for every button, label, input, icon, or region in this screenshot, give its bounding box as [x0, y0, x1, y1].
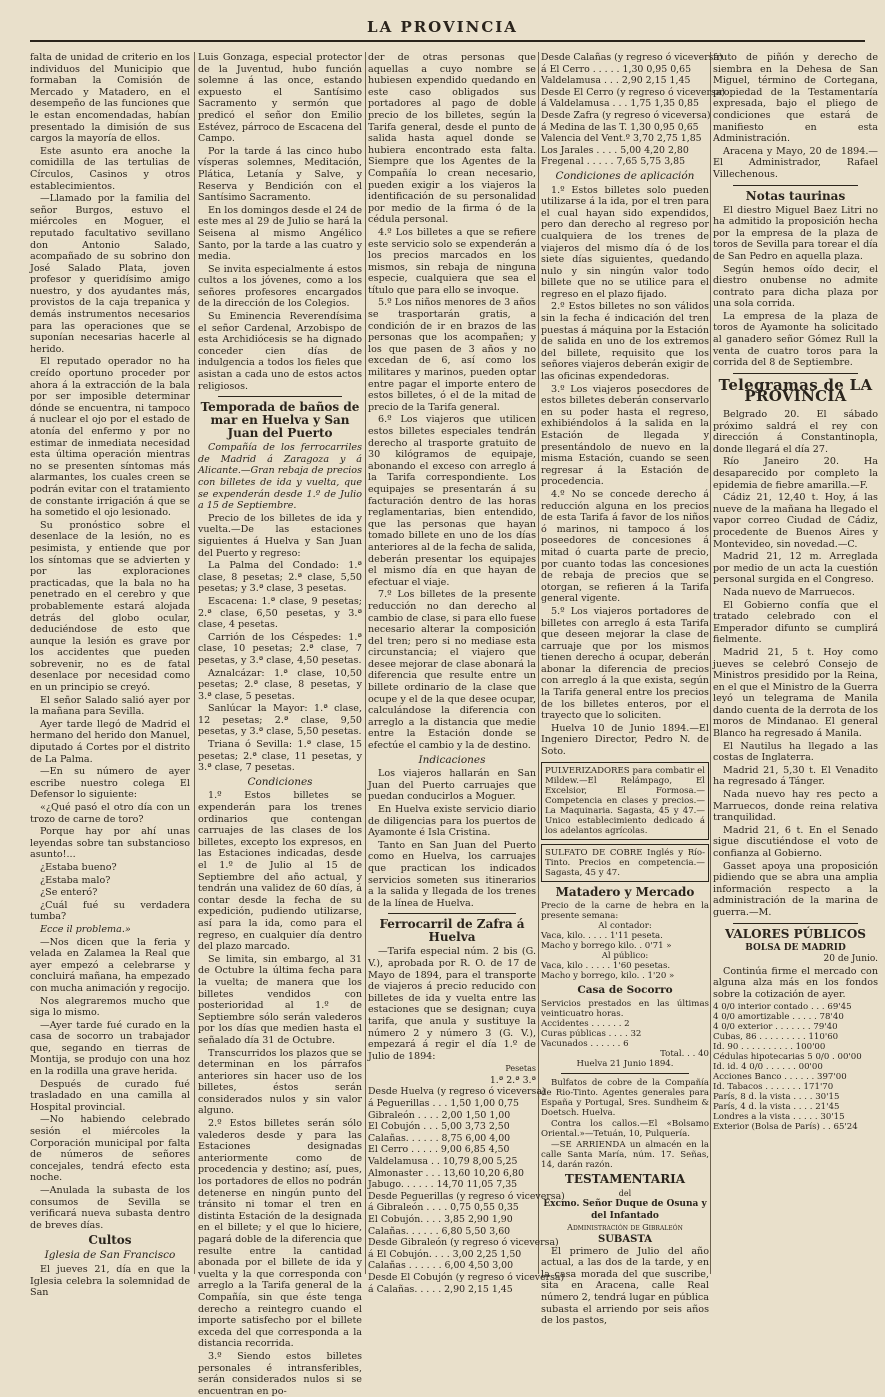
- notice: Contra los callos.—El «Bolsamo Oriental.»—Tetuán, 10, Pulquería.: [541, 1118, 709, 1139]
- testamentaria-name: Excmo. Señor Duque de Osuna y del Infantado: [543, 1199, 707, 1221]
- quote-row: Id. id. 4 0/0 . . . . . . 00'00: [713, 1061, 823, 1072]
- article-paragraph: Después de curado fué trasladado en una camilla al Hospital provincial.: [30, 1078, 190, 1113]
- condition-paragraph: 2.º Estos billetes no son válidos sin la fecha é indicación del tren puestas á máquina por la Estación de salida en uno de los extremos del billete, requisito que los señores viajeros deberán exigir de las oficinas expendedoras.: [541, 301, 709, 383]
- quote-row: 4 0/0 amortizable . . . . . 78'40: [713, 1011, 844, 1022]
- condiciones-heading: Condiciones: [247, 775, 313, 788]
- telegramas-heading: Telegramas de LA PROVINCIA: [718, 375, 873, 406]
- fare-table: [541, 52, 726, 168]
- article-paragraph: Su Eminencia Reverendísima el señor Cardenal, Arzobispo de esta Archidiócesis se ha dignado conceder cien días de indulgencia a todos los fieles que asistan a cada uno de estos actos religiosos.: [198, 311, 362, 392]
- quote-row: Acciones Banco . . . . . . 397'00: [713, 1071, 847, 1082]
- condition-paragraph: 4.º No se concede derecho á reducción alguna en los precios de esta Tarifa á favor de los niños ó marinos, ni tampoco á los poseedores de concesiones á mitad ó cuarta parte de precio, por cuanto todas las concesiones de rebaja de precios que se otorgan, se refieren á la Tarifa general vigente.: [541, 488, 709, 605]
- price-row: Vaca, kilo. . . . . 1'11 peseta.: [541, 930, 663, 941]
- article-paragraph: —Ayer tarde fué curado en la casa de socorro un trabajador que, segando en tierras de Montija, se produjo con una hoz en la rodilla una grave herida.: [30, 1019, 190, 1078]
- condition-paragraph: 5.º Los niños menores de 3 años se trasportarán gratis, a condición de ir en brazos de las personas que los acompañen; y los que pasen de 3 años y no excedan de 6, así como los militares y marinos, pueden optar entre pagar el importe entero de estos billetes, ó el de la mitad de precio de la Tarifa general.: [368, 297, 536, 413]
- socorro-total: Total. . . 40: [660, 1048, 709, 1059]
- article-paragraph: Nos alegraremos mucho que siga lo mismo.: [30, 995, 190, 1019]
- fare-row: Almonaster . . . 13,60 10,20 6,80: [368, 1167, 524, 1179]
- article-paragraph: ¿Se enteró?: [40, 887, 98, 899]
- fare-row: á Valdelamusa . . . 1,75 1,35 0,85: [541, 98, 699, 110]
- telegram: Madrid 21, 12 m. Arreglada por medio de un acta la cuestión personal surgida en el Congreso.: [713, 551, 878, 586]
- signature: Huelva 10 de Junio 1894.—El Ingeniero Director, Pedro N. de Soto.: [541, 722, 709, 758]
- fare-table: [368, 1063, 565, 1295]
- section-rule: [388, 913, 516, 914]
- fare-row: El Cobujón . . . 5,00 3,73 2,50: [368, 1121, 510, 1133]
- telegram: Belgrado 20. El sábado próximo saldrá el rey con dirección á Constantinopla, donde llegará el día 27.: [713, 409, 878, 455]
- quote-row: 4 0/0 exterior . . . . . . . 79'40: [713, 1021, 838, 1032]
- article-paragraph: Porque hay por ahí unas leyendas sobre tan substancioso asunto!...: [30, 826, 190, 861]
- cultos-subheading: Iglesia de San Francisco: [44, 1249, 176, 1262]
- telegram: Nada nuevo hay res pecto a Marruecos, donde reina relativa tranquilidad.: [713, 789, 878, 824]
- testamentaria-del: del: [618, 1188, 632, 1198]
- fare-row: El Cerro . . . . . 9,00 6,85 4,50: [368, 1144, 510, 1156]
- quote-row: 4 0/0 interior contado . . . 69'45: [713, 1001, 852, 1012]
- quote-row: París, 8 d. la vista . . . . 30'15: [713, 1091, 840, 1102]
- article-paragraph: Continúa firme el mercado con alguna alza más en los fondos sobre la cotización de ayer.: [713, 965, 878, 1000]
- article-paragraph: fruto de piñón y derecho de siembra en la Dehesa de San Miguel, término de Cortegana, propiedad de la Testamentaría expresada, bajo el pliego de condiciones que estará de manifiesto en esta Administración.: [713, 52, 878, 145]
- article-paragraph: Luis Gonzaga, especial protector de la Juventud, hubo función solemne á las once, estando expuesto el Santísimo Sacramento y sermón que predicó el señor don Emilio Estévez, párroco de Escacena del Campo.: [198, 52, 362, 145]
- telegram: Gasset apoya una proposición pidiendo que se abra una amplia información respecto a la administración de la marina de guerra.—M.: [713, 860, 878, 918]
- ad-sulfato: SULFATO DE COBRE Inglés y Río-Tinto. Precios en competencia.—Sagasta, 45 y 47.: [541, 844, 709, 882]
- article-paragraph: Este asunto era anoche la comidilla de las tertulias de Círculos, Casinos y otros establecimientos.: [30, 145, 190, 192]
- article-paragraph: En los domingos desde el 24 de este mes al 29 de Julio se hará la Seisena al mismo Angélico Santo, por la tarde a las cuatro y media.: [198, 204, 362, 263]
- article-paragraph: La empresa de la plaza de toros de Ayamonte ha solicitado al ganadero señor Gómez Rull la venta de cuatro toros para la corrida del 8 de Septiembre.: [713, 310, 878, 369]
- quote-row: Cubas, 86 . . . . . . . . . 110'60: [713, 1031, 839, 1042]
- condition-paragraph: 4.º Los billetes a que se refiere este servicio solo se expenderán a los precios marcados en los mismos, sin rebaja de ninguna especie, cualquiera que sea el título que para ello se invoque.: [368, 226, 536, 296]
- article-paragraph: Se invita especialmente á estos cultos a los jóvenes, como a los señores profesores encargados de la dirección de los Colegios.: [198, 263, 362, 310]
- notice: —SE ARRIENDA un almacén en la calle Santa María, núm. 17. Señas, 14, darán razón.: [541, 1139, 709, 1170]
- masthead-rule: [30, 40, 865, 42]
- article-paragraph: El diestro Miguel Baez Litri no ha admitido la proposición hecha por la empresa de la plaza de toros de Sevilla para torear el día de San Pedro en aquella plaza.: [713, 204, 878, 262]
- article-paragraph: —No habiendo celebrado sesión el miércoles la Corporación municipal por falta de números de señores concejales, tendrá efecto esta noche.: [30, 1114, 190, 1184]
- fare-row: Valdelamusa . . . 2,90 2,15 1,45: [541, 75, 691, 87]
- quote-row: Id. Tabacos . . . . . . . 171'70: [713, 1081, 834, 1092]
- quote-row: París, 4 d. la vista . . . . 21'45: [713, 1101, 840, 1112]
- article-paragraph: Su pronóstico sobre el desenlace de la lesión, no es pesimista, y entiende que por los síntomas que se advierten y por las exploraciones practicadas, que la bala no ha penetrado en el cerebro y que probablemente estará alojada detrás del globo ocular, deduciéndose de esto que aunque la lesión es grave por los accidentes que pueden sobrevenir, no es de fatal desenlace por necesidad como en un principio se creyó.: [30, 519, 190, 694]
- station-price: Carrión de los Céspedes: 1.ª clase, 10 pesetas; 2.ª clase, 7 pesetas, y 3.ª clase, 4,50 pesetas.: [198, 631, 362, 666]
- condition-paragraph: der de otras personas que aquellas a cuyo nombre se hubiesen expendido quedando en este caso obligados sus portadores al pago de doble precio de los billetes, según la Tarifa general, desde el punto de salida hasta aquel donde se hubiera encontrado esta falta. Siempre que los Agentes de la Compañía lo crean necesario, pueden exigir a los viajeros la identificación de su personalidad por medio de la firma ó de la cédula personal.: [368, 52, 536, 226]
- socorro-row: Curas públicas . . . . 32: [541, 1028, 642, 1039]
- section-rule: [733, 373, 858, 374]
- article-paragraph: —Llamado por la familia del señor Burgos, estuvo el miércoles en Moguer, el reputado facultativo sevillano don Antonio Salado, acompañado de su sobrino don José Salado Plata, joven profesor y queridísimo amigo nuestro, y dos ayudantes más, provistos de la caja trepanica y demás instrumentos necesarios para las operaciones que se suponían necesarias hacerle al herido.: [30, 193, 190, 355]
- station-price: Triana ó Sevilla: 1.ª clase, 15 pesetas; 2.ª clase, 11 pesetas, y 3.ª clase, 7 pesetas.: [198, 739, 362, 774]
- fare-origin: Desde El Cobujón (y regreso ó viceversa): [368, 1271, 565, 1283]
- article-paragraph: —Tarifa especial núm. 2 bis (G. V.), aprobada por R. O. de 17 de Mayo de 1894, para el transporte de viajeros á precio reducido con billetes de ida y vuelta entre las estaciones que se designan; cuya tarifa, que anula y sustituye la número 2 y número 3 (G. V.), empezará á regir el día 1.º de Julio de 1894:: [368, 946, 536, 1062]
- article-paragraph: Precio de los billetes de ida y vuelta.—De las estaciones siguientes á Huelva y San Juan del Puerto y regreso:: [198, 512, 362, 559]
- column-1: [30, 52, 190, 1299]
- article-paragraph: El señor Salado salió ayer por la mañana para Sevilla.: [30, 694, 190, 718]
- article-paragraph: falta de unidad de criterio en los individuos del Municipio que formaban la Comisión de Mercado y Matadero, en el desempeño de las funciones que le estan encomendadas, habían presentado la dimisión de sus cargos la mayoría de ellos.: [30, 52, 190, 145]
- taurinas-heading: Notas taurinas: [745, 188, 846, 203]
- fare-row: Calañas . . . . . . 6,00 4,50 3,00: [368, 1260, 514, 1272]
- condition-paragraph: 6.º Los viajeros que utilicen estos billetes especiales tendrán derecho al trasporte gratuito de 30 kilógramos de equipaje, abonando el exceso con arreglo á la Tarifa correspondiente. Los equipajes se presentarán á su facturación dentro de las horas reglamentarias, bien entendido, que las personas que hayan tomado billete en uno de los días anteriores al de la fecha de salida, deberán presentar los equipajes el mismo día en que hayan de efectuar el viaje.: [368, 414, 536, 588]
- article-paragraph: ¿Cuál fué su verdadera tumba?: [30, 899, 190, 923]
- price-row: Macho y borrego, kilo. . 1'20 »: [541, 970, 675, 981]
- fare-row: Gibraleón . . . . 2,00 1,50 1,00: [368, 1109, 511, 1121]
- condition-paragraph: 1.º Estos billetes solo pueden utilizarse á la ida, por el tren para el cual hayan sido expendidos, pero dan derecho al regreso por cualquiera de los trenes de viajeros del mismo día ó de los siete días siguientes, quedando nulo y sin ningún valor todo billete que no se utilice para el regreso en el plazo fijado.: [541, 184, 709, 300]
- fare-row: á Gibraleón . . . . 0,75 0,55 0,35: [368, 1202, 519, 1214]
- signature: Aracena y Mayo, 20 de 1894.—El Administrador, Rafael Villechenous.: [713, 145, 878, 180]
- section-rule: [561, 1073, 689, 1074]
- quotes-table: [713, 1002, 878, 1132]
- testamentaria-admin: Administración de Gibraleón: [567, 1223, 683, 1233]
- price-row: Macho y borrego kilo. . 0'71 »: [541, 940, 672, 951]
- temporada-heading: Temporada de baños de mar en Huelva y San Juan del Puerto: [200, 400, 360, 441]
- article-paragraph: El jueves 21, día en que la Iglesia celebra la solemnidad de San: [30, 1263, 190, 1299]
- fare-origin: Desde Huelva (y regreso ó viceversa): [368, 1086, 546, 1098]
- valores-heading: VALORES PÚBLICOS: [725, 926, 866, 941]
- column-divider: [710, 52, 711, 1274]
- aplicacion-heading: Condiciones de aplicación: [555, 169, 695, 182]
- section-rule: [733, 185, 858, 186]
- fare-origin: Desde Peguerillas (y regreso ó viceversa): [368, 1190, 565, 1202]
- article-paragraph: ¿Estaba bueno?: [40, 861, 117, 873]
- article-paragraph: Compañía de los ferrocarriles de Madrid á Zaragoza y á Alicante.—Gran rebaja de precios con billetes de ida y vuelta, que se expenderán desde 1.º de Julio a 15 de Septiembre.: [198, 442, 362, 512]
- matadero-intro: Precio de la carne de hebra en la presente semana:: [541, 900, 709, 921]
- article-paragraph: Tanto en San Juan del Puerto como en Huelva, los carruajes que practican los indicados servicios someten sus itinerarios a la salida y llegada de los trenes de la línea de Huelva.: [368, 839, 536, 909]
- matadero-heading: Matadero y Mercado: [555, 884, 695, 899]
- article-paragraph: Ayer tarde llegó de Madrid el hermano del herido don Manuel, diputado á Cortes por el distrito de La Palma.: [30, 718, 190, 765]
- fare-origin: Desde El Cerro (y regreso ó viceversa): [541, 86, 726, 98]
- fare-row: Los Jarales . . . . 5,00 4,20 2,80: [541, 144, 689, 156]
- indicaciones-heading: Indicaciones: [418, 753, 486, 766]
- socorro-heading: Casa de Socorro: [577, 983, 673, 996]
- zafra-heading: Ferrocarril de Zafra á Huelva: [379, 917, 525, 945]
- column-4: [541, 52, 726, 1327]
- column-divider: [194, 52, 195, 1274]
- fare-row: á Peguerillas . . . 1,50 1,00 0,75: [368, 1098, 519, 1110]
- socorro-intro: Servicios prestados en las últimas veinticuatro horas.: [541, 998, 709, 1019]
- quote-row: Id. 90 . . . . . . . . . . 100'00: [713, 1041, 826, 1052]
- article-paragraph: El reputado operador no ha creído oportuno proceder por ahora á la extracción de la bala por ser imposible determinar dónde se encuentra, ni tampoco á nuclear el ojo por el estado de atonía del enfermo y por no estimar de inmediata necesidad esta última operación mientras no se presenten síntomas más alarmantes, los cuales creen se podrán evitar con el tratamiento de constante irrigación á que se ha sometido el ojo lesionado.: [30, 356, 190, 519]
- article-paragraph: Por la tarde á las cinco hubo vísperas solemnes, Meditación, Plática, Letanía y Salve, y Reserva y Bendición con el Santísimo Sacramento.: [198, 145, 362, 204]
- price-row: Vaca, kilo . . . . . 1'60 pesetas.: [541, 960, 671, 971]
- article-paragraph: Ecce il problema.»: [40, 923, 131, 935]
- fare-row: Valencia del Vent.º 3,70 2,75 1,85: [541, 133, 702, 145]
- condition-paragraph: 7.º Los billetes de la presente reducción no dan derecho al cambio de clase, si para ello fuese necesario alterar la composición del tren; pero si no mediase esta circunstancia; el viajero que desee mejorar de clase abonará la diferencia que resulte entre un billete ordinario de la clase que ocupe y el de la que desee ocupar, calculándose la diferencia con arreglo a la distancia que medie entre la Estación donde se efectúe el cambio y la de destino.: [368, 589, 536, 752]
- condition-paragraph: 1.º Estos billetes se expenderán para los trenes ordinarios que contengan carruajes de las clases de los billetes, excepto los expresos, en las Estaciones indicadas, desde el 1.º de Julio al 15 de Septiembre del año actual, y tendrán una validez de 60 días, á contar desde la fecha de su expedición, pudiendo utilizarse, así para la ida, como para el regreso, en cualquier día dentro del plazo marcado.: [198, 790, 362, 953]
- telegram: El Gobierno confía que el tratado celebrado con el Emperador difunto se cumplirá fielmente.: [713, 599, 878, 646]
- quote-row: Exterior (Bolsa de París) . . 65'24: [713, 1121, 858, 1132]
- socorro-row: Accidentes . . . . . . 2: [541, 1018, 630, 1029]
- fare-row: Jabugo. . . . . . 14,70 11,05 7,35: [368, 1179, 518, 1191]
- station-price: Escacena: 1.ª clase, 9 pesetas; 2.ª clase, 6,50 pesetas, y 3.ª clase, 4 pesetas.: [198, 595, 362, 631]
- condition-paragraph: 3.º Siendo estos billetes personales é intransferibles, serán considerados nulos si se encuentran en po-: [198, 1350, 362, 1397]
- socorro-row: Vacunados . . . . . . 6: [541, 1038, 629, 1049]
- condition-paragraph: Transcurridos los plazos que se determinan en los párrafos anteriores sin hacer uso de los billetes, éstos serán considerados nulos y sin valor alguno.: [198, 1047, 362, 1117]
- section-rule: [733, 923, 858, 924]
- article-paragraph: Los viajeros hallarán en San Juan del Puerto carruajes que puedan conducirlos a Moguer.: [368, 768, 536, 803]
- section-rule: [218, 396, 342, 397]
- fare-row: Fregenal . . . . . 7,65 5,75 3,85: [541, 156, 686, 168]
- telegram: El Nautilus ha llegado a las costas de Inglaterra.: [713, 740, 878, 764]
- fare-row: El Cobujón. . . . 3,85 2,90 1,90: [368, 1214, 513, 1225]
- subasta-heading: SUBASTA: [597, 1234, 653, 1245]
- bolsa-date: 20 de Junio.: [823, 954, 878, 965]
- article-paragraph: «¿Qué pasó el otro día con un trozo de carne de toro?: [30, 802, 190, 825]
- newspaper-title: LA PROVINCIA: [367, 18, 518, 36]
- fare-row: á El Cobujón. . . . 3,00 2,25 1,50: [368, 1248, 522, 1260]
- telegram: Madrid 21, 5 t. Hoy como jueves se celebró Consejo de Ministros presidido por la Reina, en el que el Ministro de la Guerra leyó un telegrama de Manila dando cuenta de la derrota de los moros de Mindanao. El general Blanco ha regresado á Manila.: [713, 646, 878, 740]
- column-divider: [365, 52, 366, 1274]
- quote-row: Cédulas hipotecarias 5 0/0 . 00'00: [713, 1051, 862, 1062]
- matadero-contador: Al contador:: [598, 920, 652, 931]
- cultos-heading: Cultos: [88, 1233, 132, 1248]
- article-paragraph: —Anulada la subasta de los consumos de Sevilla se verificará nueva subasta dentro de breves días.: [30, 1185, 190, 1231]
- telegram: Madrid 21, 6 t. En el Senado sigue discutiéndose el voto de confianza al Gobierno.: [713, 824, 878, 859]
- fare-origin: Desde Gibraleón (y regreso ó viceversa): [368, 1237, 559, 1249]
- fare-class-header: 1.ª 2.ª 3.ª: [489, 1074, 536, 1086]
- column-3: [368, 52, 565, 1295]
- article-paragraph: ¿Estaba malo?: [40, 874, 111, 886]
- notice: Bulfatos de cobre de la Compañía de Rio-Tinto. Agentes generales para España y Portugal, Sres. Sundheim & Doetsch. Huelva.: [541, 1077, 709, 1118]
- condition-paragraph: Se limita, sin embargo, al 31 de Octubre la última fecha para la vuelta; de manera que los billetes vendidos con posterioridad al 1.º de Septiembre sólo serán valederos por los días que medien hasta el señalado día 31 de Octubre.: [198, 953, 362, 1046]
- fare-origin: Desde Zafra (y regreso ó viceversa): [541, 109, 711, 121]
- testamentaria-heading: TESTAMENTARIA: [564, 1171, 686, 1186]
- fare-row: Valdelamusa . . 10,79 8,00 5,25: [368, 1156, 518, 1168]
- station-price: Aznalcázar: 1.ª clase, 10,50 pesetas; 2.ª clase, 8 pesetas, y 3.ª clase, 5 pesetas.: [198, 667, 362, 702]
- station-price: La Palma del Condado: 1.ª clase, 8 pesetas; 2.ª clase, 5,50 pesetas; y 3.ª clase, 3 pesetas.: [198, 560, 362, 595]
- condition-paragraph: 3.º Los viajeros posecdores de estos billetes deberán conservarlo en su poder hasta el regreso, exhibiéndolos á la salida en la Estación de llegada y presentándolo de nuevo en la misma Estación, cuando se seen regresar á la Estación de procedencia.: [541, 383, 709, 488]
- socorro-block: [541, 999, 709, 1069]
- condition-paragraph: 5.º Los viajeros portadores de billetes con arreglo á esta Tarifa que deseen mejorar la clase de carruaje que por los mismos tienen derecho á ocupar, deberán abonar la diferencia de precios con arreglo á la que exista, según la Tarifa general entre los precios de los billetes enteros, por el trayecto que lo soliciten.: [541, 605, 709, 722]
- masthead: [0, 0, 885, 48]
- matadero-publico: Al público:: [601, 950, 649, 961]
- fare-origin: Desde Calañas (y regreso ó viceversa): [541, 52, 723, 63]
- quote-row: Londres a la vista . . . . . 30'15: [713, 1111, 845, 1122]
- fare-row: á El Cerro . . . . . 1,30 0,95 0,65: [541, 63, 692, 75]
- matadero-block: [541, 901, 709, 981]
- fare-row: Calañas. . . . . . 8,75 6,00 4,00: [368, 1132, 511, 1144]
- telegram: Cádiz 21, 12,40 t. Hoy, á las nueve de la mañana ha llegado el vapor correo Ciudad de Cádiz, procedente de Buenos Aires y Montevideo, sin novedad.—C.: [713, 492, 878, 550]
- socorro-date: Huelva 21 Junio 1894.: [576, 1058, 674, 1069]
- article-paragraph: Según hemos oído decir, el diestro onubense no admite contrato para dicha plaza por una sola corrida.: [713, 263, 878, 310]
- ad-pulverizadores: PULVERIZADORES para combatir el Mildew.—El Relámpago, El Excelsior, El Formosa.—Competencia en clases y precios.—La Maquinaria. Sagasta, 45 y 47.—Unico establecimiento dedicado á los adelantos agrícolas.: [541, 762, 709, 840]
- column-5: [713, 52, 878, 1274]
- article-paragraph: —En su número de ayer escribe nuestro colega El Defensor lo siguiente:: [30, 766, 190, 801]
- fare-row: Calañas. . . . . . 6,80 5,50 3,60: [368, 1225, 511, 1237]
- article-paragraph: El primero de Julio del año actual, a las dos de la tarde, y en la casa morada del que suscribe, sita en Aracena, calle Real número 2, tendrá lugar en pública subasta el arriendo por seis años de los pastos,: [541, 1245, 709, 1327]
- condition-paragraph: 2.º Estos billetes serán sólo valederos desde y para las Estaciones designadas anteriormente como de procedencia y destino; así, pues, los portadores de ellos no podrán detenerse en ningún punto del tránsito ni tomar el tren en distinta Estación de la designada en el billete; y el que lo hiciere, pagará doble de la diferencia que resulte entre la cantidad abonada por el billete de ida y vuelta y la que corresponda con arreglo a la Tarifa general de la Compañía, sin que éste tenga derecho a reintegro cuando el importe satisfecho por el billete exceda del que corresponda a la distancia recorrida.: [198, 1118, 362, 1350]
- fare-row: á Medina de las T. 1,30 0,95 0,65: [541, 121, 699, 133]
- bolsa-heading: BOLSA DE MADRID: [745, 942, 846, 953]
- telegram: Nada nuevo de Marruecos.: [723, 586, 855, 598]
- station-price: Sanlúcar la Mayor: 1.ª clase, 12 pesetas; 2.ª clase, 9,50 pesetas, y 3.ª clase, 5,50 pesetas.: [198, 703, 362, 738]
- article-paragraph: —Nos dicen que la feria y velada en Zalamea la Real que ayer empezó a celebrarse y concluirá mañana, ha empezado con mucha animación y regocijo.: [30, 936, 190, 994]
- telegram: Río Janeiro 20. Ha desaparecido por completo la epidemia de fiebre amarilla.—F.: [713, 456, 878, 491]
- column-2: [198, 52, 362, 1397]
- article-paragraph: En Huelva existe servicio diario de diligencias para los puertos de Ayamonte é Isla Cristina.: [368, 804, 536, 839]
- fare-units: Pesetas: [505, 1064, 536, 1074]
- fare-row: á Calañas. . . . . 2,90 2,15 1,45: [368, 1283, 513, 1295]
- telegram: Madrid 21, 5,30 t. El Venadito ha regresado á Tánger.: [713, 764, 878, 788]
